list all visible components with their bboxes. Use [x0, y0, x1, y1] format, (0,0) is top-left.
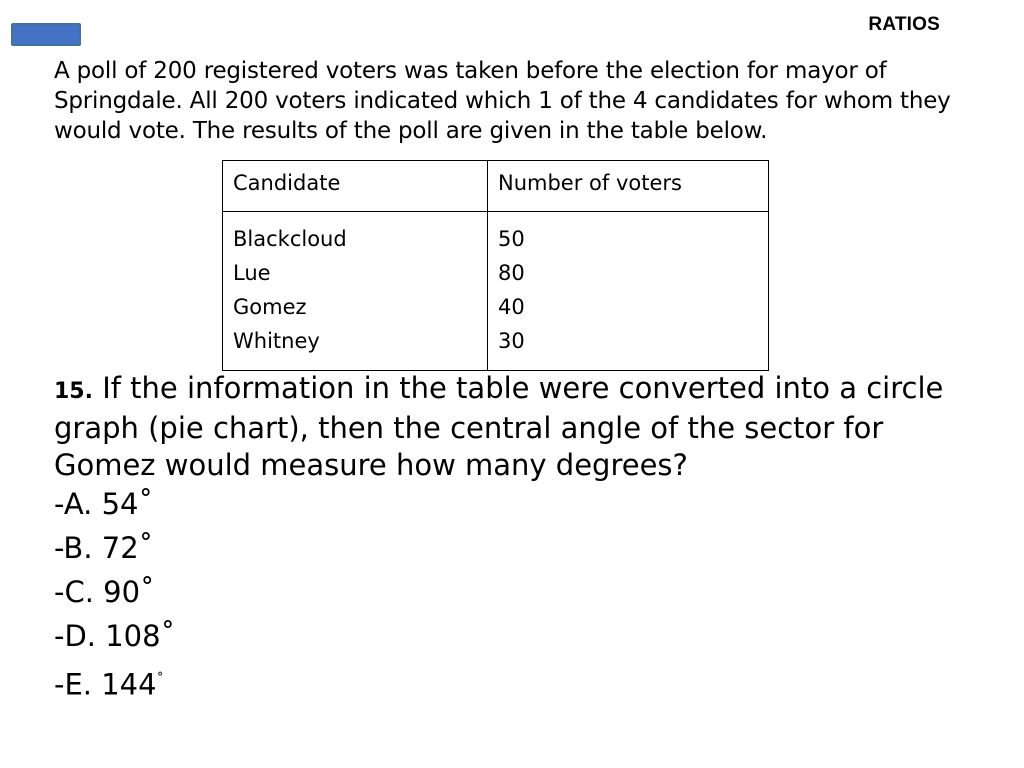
question-text: If the information in the table were converted into a circle graph (pie chart), then the central angle of the sector for Gomez would measure how many degrees? [54, 371, 944, 482]
candidate-name: Blackcloud [233, 227, 347, 251]
voter-count: 50 [498, 227, 525, 251]
answer-choices [54, 484, 175, 704]
choice-b[interactable] [54, 528, 175, 572]
question [54, 370, 984, 484]
voter-count: 40 [498, 295, 525, 319]
choice-suffix: ˚ [156, 672, 164, 688]
voters-column [488, 212, 769, 371]
table-header-row [223, 161, 769, 212]
header-number-of-voters: Number of voters [488, 161, 769, 212]
choice-label: -B. 72˚ [54, 531, 154, 565]
choice-c[interactable] [54, 572, 175, 616]
voter-count: 80 [498, 261, 525, 285]
choice-a[interactable] [54, 484, 175, 528]
candidate-name: Whitney [233, 329, 320, 353]
choice-label: -D. 108˚ [54, 619, 176, 653]
choice-e[interactable] [54, 660, 175, 704]
table-row [223, 212, 769, 371]
choice-label: -E. 144 [54, 667, 157, 702]
candidate-column [223, 212, 488, 371]
candidate-name: Gomez [233, 295, 307, 319]
candidate-name: Lue [233, 261, 271, 285]
choice-label: -A. 54˚ [54, 487, 153, 521]
intro-paragraph: A poll of 200 registered voters was taken before the election for mayor of Springdale. All 200 voters indicated which 1 of the 4 candidates for whom they would vote. The results of the poll are given in the table below. [54, 58, 951, 144]
voter-count: 30 [498, 329, 525, 353]
header-candidate: Candidate [223, 161, 488, 212]
question-number: 15. [54, 379, 93, 404]
nav-button[interactable] [11, 23, 81, 46]
choice-label: -C. 90˚ [54, 575, 155, 609]
slide-title: RATIOS [868, 14, 940, 35]
choice-d[interactable] [54, 616, 175, 660]
poll-results-table [222, 160, 769, 371]
